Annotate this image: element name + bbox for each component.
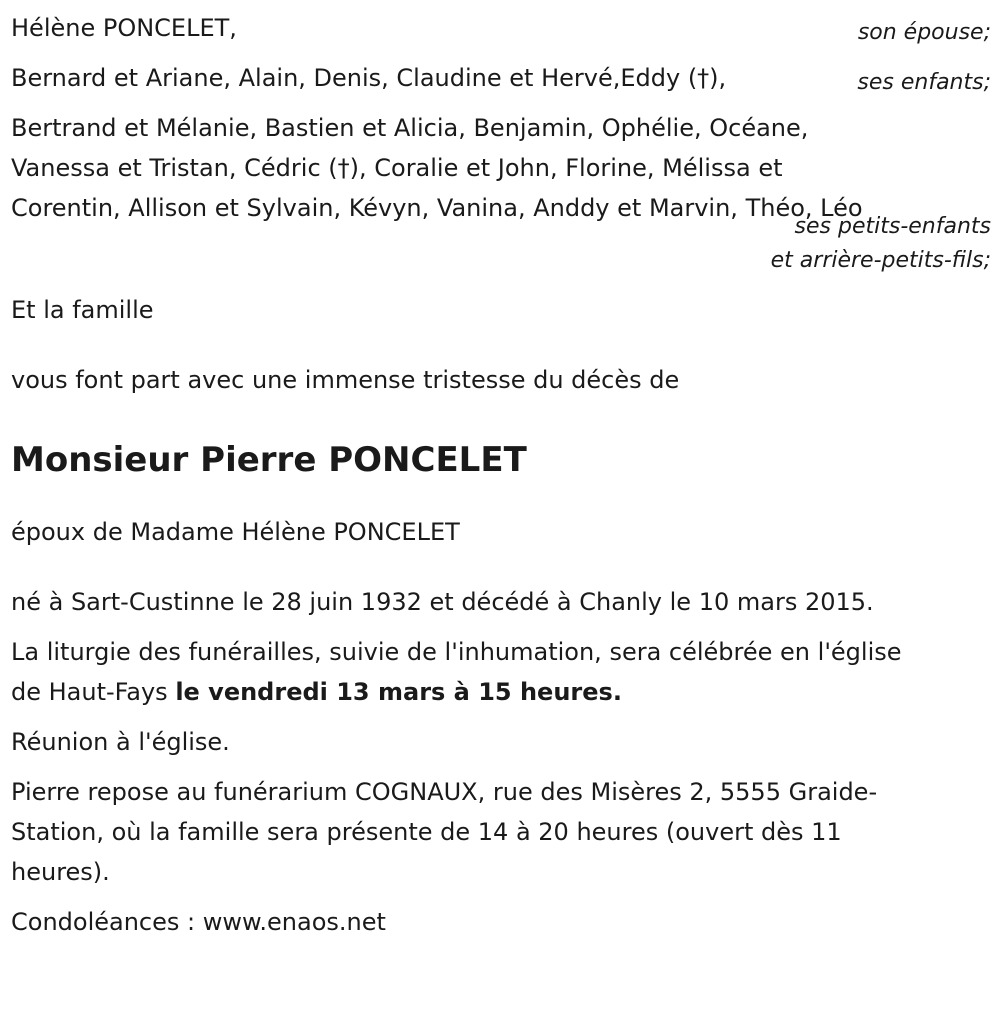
- obituary-notice: [11, 8, 991, 942]
- funeral-home-line-2: Station, où la famille sera présente de 14 à 20 heures (ouvert dès 11: [11, 818, 842, 846]
- children-names: Bernard et Ariane, Alain, Denis, Claudine et Hervé,Eddy (†),: [11, 64, 727, 92]
- grandchildren-line-1: Bertrand et Mélanie, Bastien et Alicia, Benjamin, Ophélie, Océane,: [11, 114, 809, 142]
- meeting-text: Réunion à l'église.: [11, 728, 230, 756]
- condolences-text: Condoléances : www.enaos.net: [11, 908, 386, 936]
- funeral-home-line-1: Pierre repose au funérarium COGNAUX, rue des Misères 2, 5555 Graide-: [11, 778, 878, 806]
- great-grandchildren-role: et arrière-petits-fils;: [770, 248, 991, 273]
- liturgy-line-2: [11, 672, 991, 712]
- liturgy-paragraph: [11, 632, 991, 712]
- liturgy-line-1: La liturgie des funérailles, suivie de l'inhumation, sera célébrée en l'église: [11, 638, 902, 666]
- announcement-text: vous font part avec une immense tristesse du décès de: [11, 366, 680, 394]
- grandchildren-line-3: Corentin, Allison et Sylvain, Kévyn, Vanina, Anddy et Marvin, Théo, Léo: [11, 194, 863, 222]
- spouse-role: son épouse;: [857, 20, 991, 45]
- funeral-home-line-3: heures).: [11, 858, 110, 886]
- grandchildren-role: ses petits-enfants: [794, 214, 991, 239]
- children-role: ses enfants;: [857, 70, 991, 95]
- liturgy-place: de Haut-Fays: [11, 678, 176, 706]
- and-family: Et la famille: [11, 296, 154, 324]
- grandchildren-line-2: Vanessa et Tristan, Cédric (†), Coralie et John, Florine, Mélissa et: [11, 154, 783, 182]
- spouse-name: Hélène PONCELET,: [11, 14, 237, 42]
- spouse-of-text: époux de Madame Hélène PONCELET: [11, 518, 460, 546]
- liturgy-date: le vendredi 13 mars à 15 heures.: [175, 678, 622, 706]
- deceased-name: Monsieur Pierre PONCELET: [11, 440, 527, 480]
- birth-death-text: né à Sart-Custinne le 28 juin 1932 et décédé à Chanly le 10 mars 2015.: [11, 588, 874, 616]
- funeral-home-paragraph: [11, 772, 991, 892]
